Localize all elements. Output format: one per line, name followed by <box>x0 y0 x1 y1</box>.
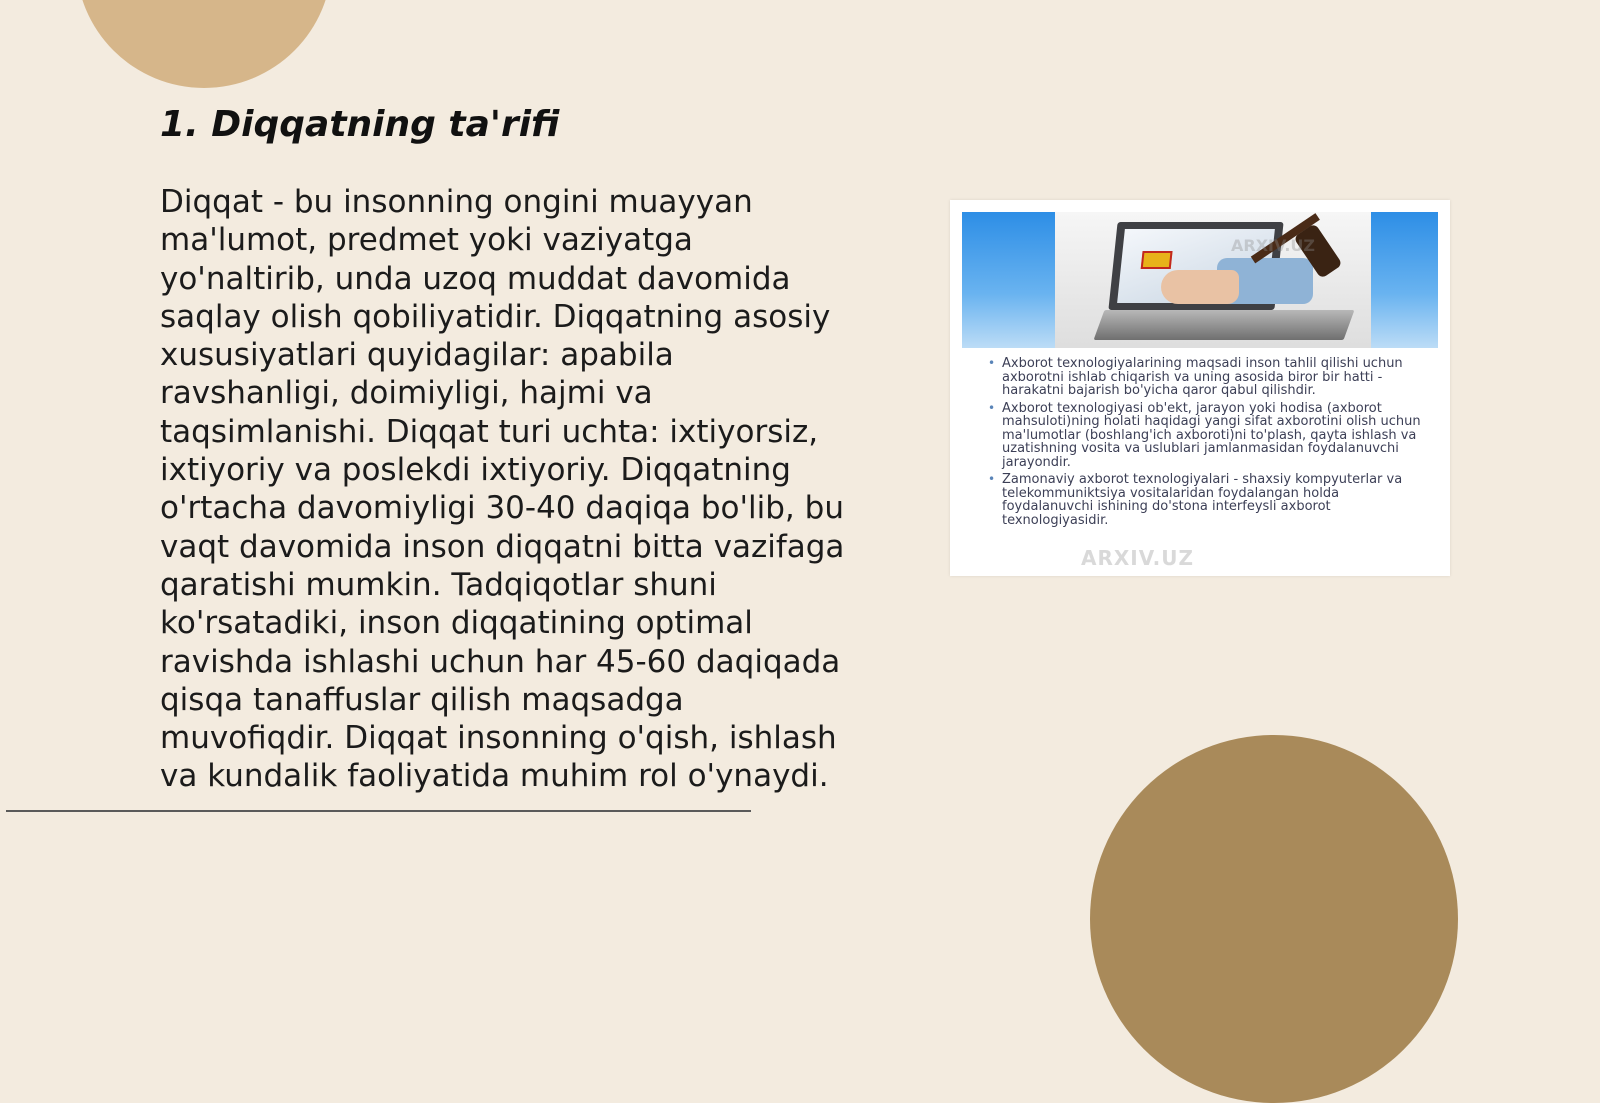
slide-body-text: Diqqat - bu insonning ongini muayyan ma'lumot, predmet yoki vaziyatga yo'naltirib, unda uzoq muddat davomida saqlay olish qobiliyatidir. Diqqatning asosiy xususiyatlari quyidagilar: apabila ravshanligi, doimiyligi, hajmi va taqsimlanishi. Diqqat turi uchta: ixtiyorsiz, ixtiyoriy va poslekdi ixtiyoriy. Diqqatning o'rtacha davomiyligi 30-40 daqiqa bo'lib, bu vaqt davomida inson diqqatni bitta vazifaga qaratishi mumkin. Tadqiqotlar shuni ko'rsatadiki, inson diqqatining optimal ravishda ishlashi uchun har 45-60 daqiqada qisqa tanaffuslar qilish maqsadga muvofiqdir. Diqqat insonning o'qish, ishlash va kundalik faoliyatida muhim rol o'ynaydi. <box>160 184 845 795</box>
divider-line <box>6 810 751 812</box>
slide-title: 1. Diqqatning ta'rifi <box>160 104 560 145</box>
screen-badge-icon <box>1141 251 1173 269</box>
illustration-card <box>950 200 1450 576</box>
card-header-banner <box>962 212 1438 348</box>
decorative-circle-top <box>76 0 332 88</box>
bullet-item: • Axborot texnologiyasi ob'ekt, jarayon yoki hodisa (axborot mahsuloti)ning holati haqidagi yangi sifat axborotini olish uchun ma'lumotlar (boshlang'ich axboroti)ni to'plash, qayta ishlash va uzatishning vosita va uslublari jamlanmasidan foydalanuvchi jarayondir. <box>988 402 1426 470</box>
watermark-top: ARXIV.UZ <box>1231 236 1315 255</box>
laptop-gavel-photo <box>1055 212 1371 348</box>
bullet-item: • Axborot texnologiyalarining maqsadi inson tahlil qilishi uchun axborotni ishlab chiqarish va uning asosida biror bir hatti - harakatni bajarish bo'yicha qaror qabul qilishdir. <box>988 357 1426 398</box>
laptop-keyboard <box>1094 310 1355 340</box>
hand <box>1161 270 1239 304</box>
decorative-circle-bottom <box>1090 735 1458 1103</box>
card-bullet-list <box>988 357 1426 531</box>
bullet-item: • Zamonaviy axborot texnologiyalari - shaxsiy kompyuterlar va telekommuniktsiya vositalaridan foydalangan holda foydalanuvchi ishining do'stona interfeysli axborot texnologiyasidir. <box>988 473 1426 527</box>
watermark-bottom: ARXIV.UZ <box>1081 546 1194 570</box>
